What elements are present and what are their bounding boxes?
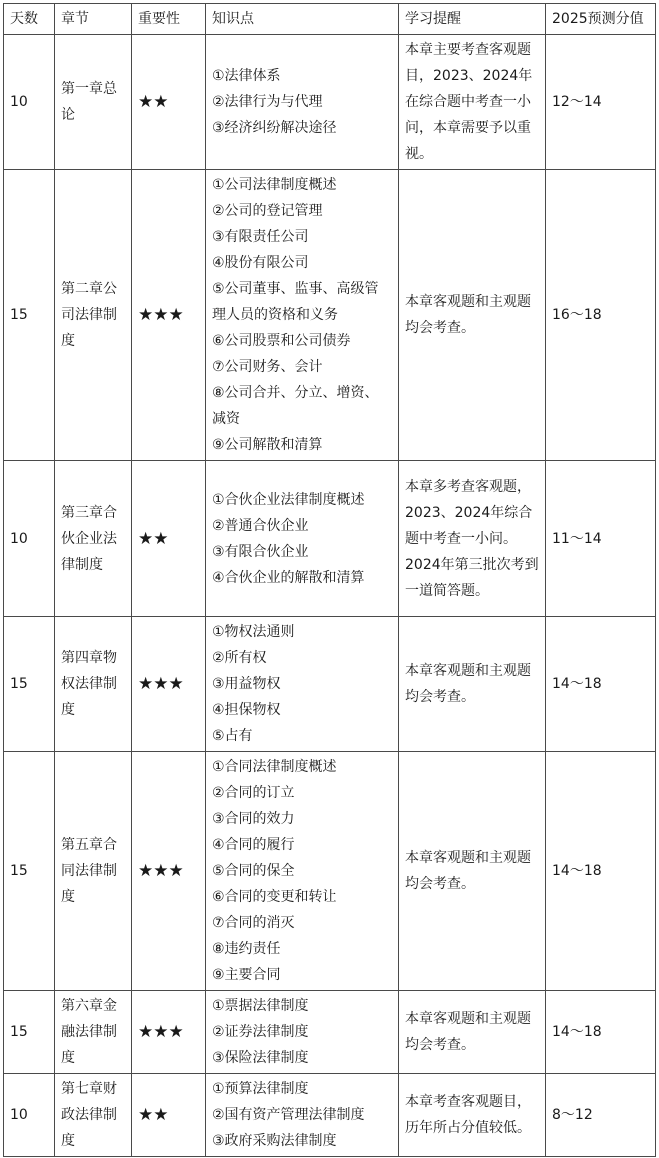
- tips-cell: 本章客观题和主观题均会考查。: [399, 991, 546, 1074]
- point-item: ④担保物权: [212, 702, 281, 718]
- days-cell: 15: [4, 991, 55, 1074]
- days-cell: 10: [4, 35, 55, 170]
- point-item: ①法律体系: [212, 68, 281, 84]
- chapter-cell: 第四章物权法律制度: [55, 617, 132, 752]
- point-item: ④股份有限公司: [212, 255, 309, 271]
- importance-stars: ★★★: [132, 752, 206, 991]
- days-cell: 10: [4, 1074, 55, 1157]
- point-item: ②国有资产管理法律制度: [212, 1107, 365, 1123]
- point-item: ①公司法律制度概述: [212, 177, 337, 193]
- score-cell: 14～18: [546, 991, 656, 1074]
- points-cell: [206, 1074, 399, 1157]
- tips-cell: 本章客观题和主观题均会考查。: [399, 170, 546, 461]
- importance-stars: ★★: [132, 1074, 206, 1157]
- score-cell: 14～18: [546, 752, 656, 991]
- point-item: ⑦公司财务、会计: [212, 359, 323, 375]
- point-item: ③保险法律制度: [212, 1050, 309, 1066]
- point-item: ③政府采购法律制度: [212, 1133, 337, 1149]
- points-cell: [206, 170, 399, 461]
- importance-stars: ★★: [132, 35, 206, 170]
- point-item: ①预算法律制度: [212, 1081, 309, 1097]
- study-plan-table: [3, 3, 656, 1157]
- header-chapter: 章节: [55, 4, 132, 35]
- point-item: ②证券法律制度: [212, 1024, 309, 1040]
- point-item: ⑦合同的消灭: [212, 915, 295, 931]
- chapter-cell: 第六章金融法律制度: [55, 991, 132, 1074]
- importance-stars: ★★★: [132, 991, 206, 1074]
- score-cell: 16～18: [546, 170, 656, 461]
- score-cell: 11～14: [546, 461, 656, 617]
- points-cell: [206, 752, 399, 991]
- point-item: ④合同的履行: [212, 837, 295, 853]
- point-item: ②法律行为与代理: [212, 94, 323, 110]
- chapter-cell: 第三章合伙企业法律制度: [55, 461, 132, 617]
- chapter-cell: 第七章财政法律制度: [55, 1074, 132, 1157]
- point-item: ⑧违约责任: [212, 941, 281, 957]
- point-item: ⑥公司股票和公司债券: [212, 333, 351, 349]
- point-item: ②所有权: [212, 650, 267, 666]
- score-cell: 12～14: [546, 35, 656, 170]
- chapter-cell: 第二章公司法律制度: [55, 170, 132, 461]
- point-item: ⑤占有: [212, 728, 253, 744]
- header-row: [4, 4, 656, 35]
- points-cell: [206, 991, 399, 1074]
- point-item: ⑥合同的变更和转让: [212, 889, 337, 905]
- point-item: ②公司的登记管理: [212, 203, 323, 219]
- point-item: ③合同的效力: [212, 811, 295, 827]
- tips-cell: 本章客观题和主观题均会考查。: [399, 617, 546, 752]
- point-item: ②普通合伙企业: [212, 517, 309, 534]
- table-row: [4, 461, 656, 617]
- chapter-cell: 第五章合同法律制度: [55, 752, 132, 991]
- table-row: [4, 170, 656, 461]
- score-cell: 8～12: [546, 1074, 656, 1157]
- header-points: 知识点: [206, 4, 399, 35]
- point-item: ⑨主要合同: [212, 967, 281, 983]
- days-cell: 10: [4, 461, 55, 617]
- point-item: ③经济纠纷解决途径: [212, 120, 337, 136]
- importance-stars: ★★★: [132, 617, 206, 752]
- header-tips: 学习提醒: [399, 4, 546, 35]
- point-item: ②合同的订立: [212, 785, 295, 801]
- importance-stars: ★★: [132, 461, 206, 617]
- table-row: [4, 617, 656, 752]
- table-row: [4, 991, 656, 1074]
- days-cell: 15: [4, 752, 55, 991]
- header-importance: 重要性: [132, 4, 206, 35]
- tips-cell: 本章多考查客观题，2023、2024年综合题中考查一小问。2024年第三批次考到一道简答题。: [399, 461, 546, 617]
- point-item: ⑨公司解散和清算: [212, 437, 323, 453]
- table-row: [4, 752, 656, 991]
- point-item: ③有限责任公司: [212, 229, 309, 245]
- days-cell: 15: [4, 617, 55, 752]
- point-item: ①物权法通则: [212, 624, 295, 640]
- table-row: [4, 35, 656, 170]
- point-item: ①合伙企业法律制度概述: [212, 491, 365, 508]
- point-item: ④合伙企业的解散和清算: [212, 569, 365, 586]
- point-item: ⑧公司合并、分立、增资、减资: [212, 385, 379, 427]
- point-item: ①票据法律制度: [212, 998, 309, 1014]
- points-cell: [206, 35, 399, 170]
- days-cell: 15: [4, 170, 55, 461]
- point-item: ⑤公司董事、监事、高级管理人员的资格和义务: [212, 281, 379, 323]
- table-row: [4, 1074, 656, 1157]
- point-item: ①合同法律制度概述: [212, 759, 337, 775]
- point-item: ⑤合同的保全: [212, 863, 295, 879]
- points-cell: [206, 617, 399, 752]
- header-days: 天数: [4, 4, 55, 35]
- header-score: 2025预测分值: [546, 4, 656, 35]
- score-cell: 14～18: [546, 617, 656, 752]
- tips-cell: 本章考查客观题目，历年所占分值较低。: [399, 1074, 546, 1157]
- tips-cell: 本章客观题和主观题均会考查。: [399, 752, 546, 991]
- chapter-cell: 第一章总论: [55, 35, 132, 170]
- tips-cell: 本章主要考查客观题目，2023、2024年在综合题中考查一小问，本章需要予以重视。: [399, 35, 546, 170]
- importance-stars: ★★★: [132, 170, 206, 461]
- point-item: ③有限合伙企业: [212, 543, 309, 560]
- points-cell: [206, 461, 399, 617]
- point-item: ③用益物权: [212, 676, 281, 692]
